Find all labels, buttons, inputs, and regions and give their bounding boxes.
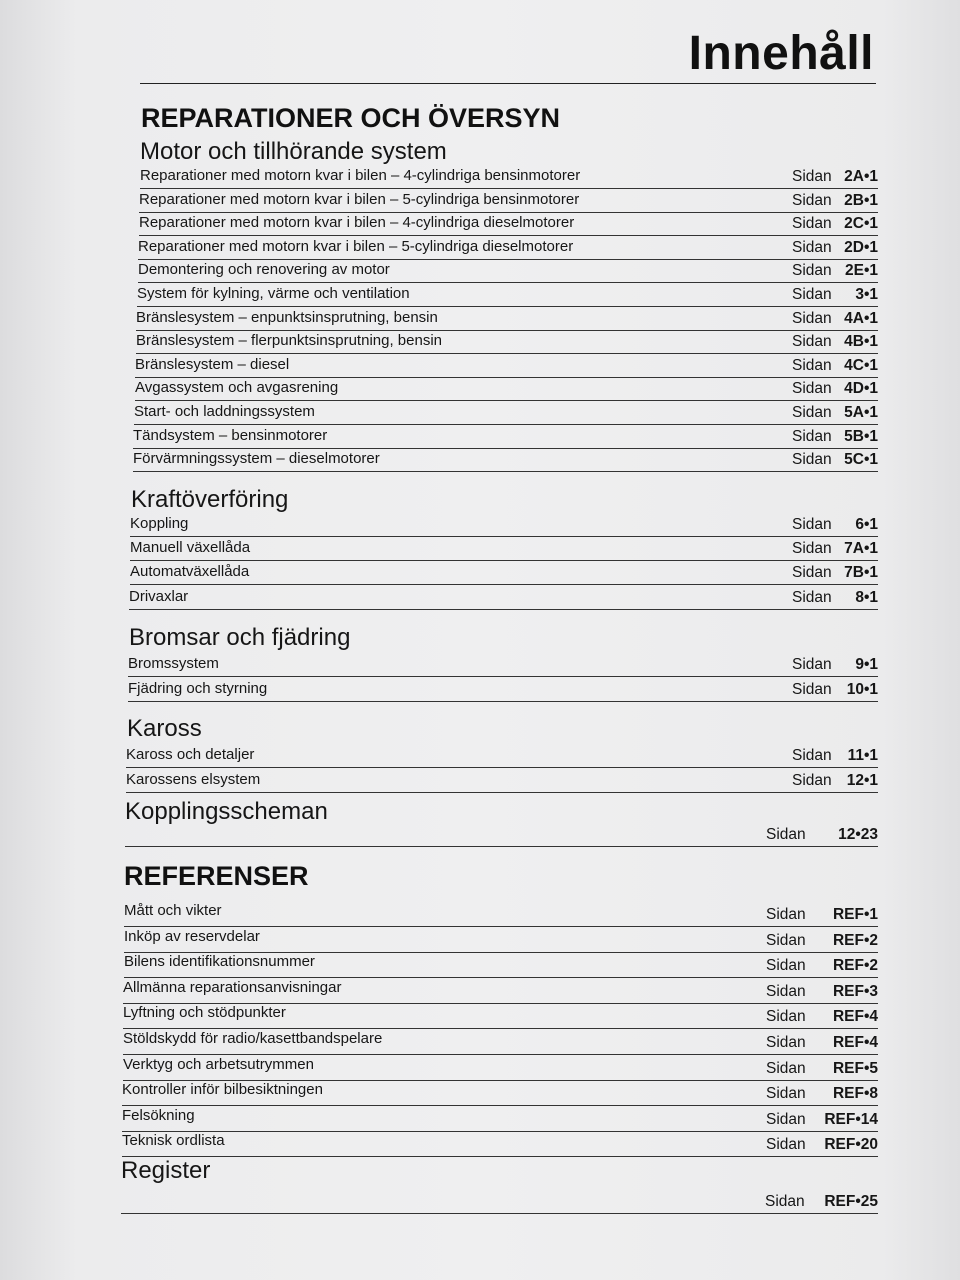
page-number: REF•2 — [832, 957, 878, 974]
toc-entry[interactable] — [123, 1003, 878, 1029]
page-number: REF•2 — [832, 932, 878, 949]
sidan-label: Sidan — [792, 262, 832, 279]
sidan-label: Sidan — [766, 1060, 806, 1077]
toc-entry[interactable] — [136, 331, 878, 354]
sidan-label: Sidan — [766, 957, 806, 974]
entry-title: Felsökning — [122, 1107, 195, 1124]
group-heading: Bromsar och fjädring — [129, 624, 351, 651]
sidan-label: Sidan — [792, 215, 832, 232]
toc-entry[interactable] — [130, 562, 878, 585]
entry-title: Stöldskydd för radio/kasettbandspelare — [123, 1030, 383, 1047]
toc-entry[interactable] — [122, 1131, 878, 1157]
group-heading: Motor och tillhörande system — [140, 138, 447, 165]
page-number: REF•20 — [824, 1136, 878, 1153]
group-heading: Kaross — [127, 715, 202, 742]
page-number: REF•8 — [832, 1085, 878, 1102]
group-heading: Kraftöverföring — [131, 486, 289, 513]
entry-title: Avgassystem och avgasrening — [135, 379, 339, 396]
toc-entry[interactable] — [133, 426, 878, 449]
entry-title: Start- och laddningssystem — [134, 403, 315, 420]
sidan-label: Sidan — [792, 310, 832, 327]
sidan-label: Sidan — [792, 516, 832, 533]
toc-entry[interactable] — [130, 514, 878, 537]
page-number: REF•3 — [832, 983, 878, 1000]
sidan-label: Sidan — [766, 1034, 806, 1051]
entry-title: Lyftning och stödpunkter — [123, 1004, 286, 1021]
sidan-label: Sidan — [766, 932, 806, 949]
page-number: REF•25 — [824, 1193, 878, 1210]
page-number: 5B•1 — [844, 428, 878, 445]
entry-title: Reparationer med motorn kvar i bilen – 4-cylindriga dieselmotorer — [139, 214, 575, 231]
entry-title: Inköp av reservdelar — [124, 928, 260, 945]
page-number: REF•1 — [832, 906, 878, 923]
page-number: 10•1 — [846, 681, 878, 698]
entry-title: Bilens identifikationsnummer — [124, 953, 315, 970]
sidan-label: Sidan — [792, 333, 832, 350]
page-number: 4C•1 — [844, 357, 878, 374]
entry-title: Verktyg och arbetsutrymmen — [123, 1056, 314, 1073]
page-number: 5A•1 — [844, 404, 878, 421]
page-number: 7A•1 — [844, 540, 878, 557]
toc-entry[interactable] — [139, 213, 878, 236]
sidan-label: Sidan — [766, 1111, 806, 1128]
sidan-label: Sidan — [792, 380, 832, 397]
entry-title: Mått och vikter — [124, 902, 222, 919]
toc-entry[interactable] — [123, 978, 878, 1004]
entry-title: Tändsystem – bensinmotorer — [133, 427, 328, 444]
entry-title: Reparationer med motorn kvar i bilen – 4-cylindriga bensinmotorer — [140, 167, 581, 184]
toc-entry[interactable] — [138, 260, 878, 283]
toc-entry-major[interactable] — [125, 798, 878, 847]
page-number: 6•1 — [855, 516, 878, 533]
entry-title: Allmänna reparationsanvisningar — [123, 979, 342, 996]
toc-entry[interactable] — [122, 1106, 878, 1132]
entry-title: Fjädring och styrning — [128, 680, 268, 697]
toc-entry[interactable] — [124, 952, 878, 978]
sidan-label: Sidan — [792, 357, 832, 374]
toc-entry[interactable] — [123, 1029, 878, 1055]
entry-title: Teknisk ordlista — [122, 1132, 225, 1149]
sidan-label: Sidan — [766, 983, 806, 1000]
toc-entry-major[interactable] — [121, 1157, 878, 1214]
entry-title: System för kylning, värme och ventilation — [137, 285, 410, 302]
page-number: 7B•1 — [844, 564, 878, 581]
entry-title: Bromssystem — [128, 655, 219, 672]
toc-entry[interactable] — [133, 449, 878, 472]
section-heading: REPARATIONER OCH ÖVERSYN — [141, 103, 561, 133]
page-number: 2D•1 — [844, 239, 878, 256]
toc-entry[interactable] — [129, 587, 878, 610]
page-number: 4B•1 — [844, 333, 878, 350]
toc-entry[interactable] — [130, 538, 878, 561]
toc-entry[interactable] — [137, 284, 878, 307]
entry-title: Automatväxellåda — [130, 563, 250, 580]
entry-title: Drivaxlar — [129, 588, 189, 605]
entry-title: Förvärmningssystem – dieselmotorer — [133, 450, 380, 467]
toc-entry[interactable] — [140, 166, 878, 189]
page-number: 2B•1 — [844, 192, 878, 209]
toc-entry[interactable] — [136, 308, 878, 331]
entry-title: Bränslesystem – diesel — [135, 356, 290, 373]
sidan-label: Sidan — [766, 906, 806, 923]
page-number: 12•23 — [838, 826, 878, 843]
sidan-label: Sidan — [792, 564, 832, 581]
page-number: 5C•1 — [844, 451, 878, 468]
sidan-label: Sidan — [792, 451, 832, 468]
sidan-label: Sidan — [792, 168, 832, 185]
entry-title: Manuell växellåda — [130, 539, 251, 556]
toc-entry[interactable] — [126, 745, 878, 768]
sidan-label: Sidan — [792, 428, 832, 445]
page-number: 4A•1 — [844, 310, 878, 327]
sidan-label: Sidan — [765, 1193, 805, 1210]
entry-title: Bränslesystem – flerpunktsinsprutning, bensin — [136, 332, 442, 349]
page-number: 12•1 — [846, 772, 878, 789]
toc-entry[interactable] — [128, 654, 878, 677]
sidan-label: Sidan — [766, 1008, 806, 1025]
sidan-label: Sidan — [792, 681, 832, 698]
page-number: 3•1 — [855, 286, 878, 303]
page-title: Innehåll — [688, 27, 874, 80]
sidan-label: Sidan — [792, 772, 832, 789]
sidan-label: Sidan — [792, 192, 832, 209]
sidan-label: Sidan — [792, 656, 832, 673]
page-number: 2C•1 — [844, 215, 878, 232]
toc-entry[interactable] — [138, 237, 878, 260]
entry-title: Karossens elsystem — [126, 771, 261, 788]
page-number: REF•5 — [832, 1060, 878, 1077]
sidan-label: Sidan — [792, 239, 832, 256]
sidan-label: Sidan — [766, 826, 806, 843]
section-heading: REFERENSER — [124, 861, 309, 891]
entry-title: Reparationer med motorn kvar i bilen – 5-cylindriga dieselmotorer — [138, 238, 574, 255]
toc-entry[interactable] — [135, 378, 878, 401]
toc-entry[interactable] — [134, 402, 878, 425]
entry-title: Reparationer med motorn kvar i bilen – 5-cylindriga bensinmotorer — [139, 191, 580, 208]
toc-entry[interactable] — [139, 190, 878, 213]
entry-title: Kaross och detaljer — [126, 746, 255, 763]
page-number: REF•4 — [832, 1034, 878, 1051]
toc-entry[interactable] — [122, 1080, 878, 1106]
page-number: 8•1 — [855, 589, 878, 606]
sidan-label: Sidan — [792, 286, 832, 303]
toc-entry[interactable] — [126, 770, 878, 793]
toc-entry[interactable] — [123, 1055, 878, 1081]
toc-entry[interactable] — [124, 901, 878, 927]
sidan-label: Sidan — [766, 1136, 806, 1153]
page-number: 4D•1 — [844, 380, 878, 397]
entry-title: Koppling — [130, 515, 189, 532]
sidan-label: Sidan — [792, 540, 832, 557]
page-number: REF•4 — [832, 1008, 878, 1025]
toc-entry[interactable] — [135, 355, 878, 378]
entry-title: Bränslesystem – enpunktsinsprutning, bensin — [136, 309, 438, 326]
page-number: 9•1 — [855, 656, 878, 673]
sidan-label: Sidan — [766, 1085, 806, 1102]
entry-title: Kontroller inför bilbesiktningen — [122, 1081, 323, 1098]
page-number: 2E•1 — [844, 262, 878, 279]
entry-title: Register — [121, 1157, 211, 1184]
entry-title: Demontering och renovering av motor — [138, 261, 390, 278]
sidan-label: Sidan — [792, 747, 832, 764]
sidan-label: Sidan — [792, 589, 832, 606]
page-number: REF•14 — [824, 1111, 878, 1128]
sidan-label: Sidan — [792, 404, 832, 421]
page-number: 11•1 — [847, 747, 878, 764]
toc-entry[interactable] — [128, 679, 878, 702]
page-number: 2A•1 — [844, 168, 878, 185]
entry-title: Kopplingsscheman — [125, 798, 328, 825]
toc-entry[interactable] — [124, 927, 878, 953]
